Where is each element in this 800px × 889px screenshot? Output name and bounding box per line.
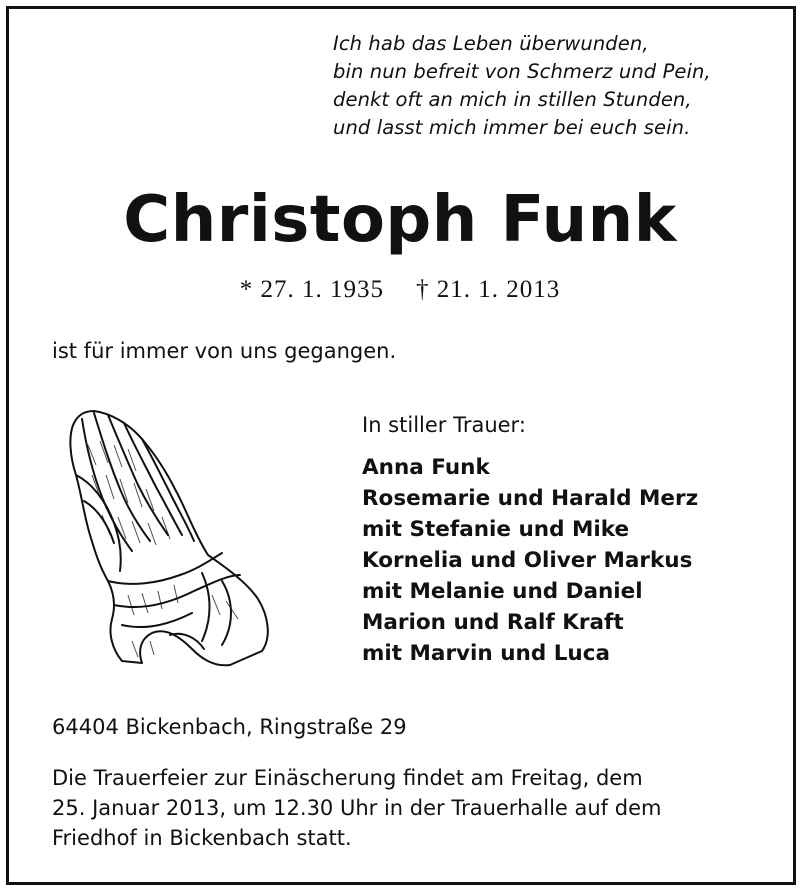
life-dates <box>0 275 800 305</box>
mourner-name: Marion und Ralf Kraft <box>362 610 624 635</box>
poem-line: denkt oft an mich in stillen Stunden, <box>333 88 692 111</box>
birth-date: * 27. 1. 1935 <box>239 276 384 303</box>
ceremony-line: Die Trauerfeier zur Einäscherung findet am Freitag, dem <box>52 766 643 790</box>
memorial-poem <box>333 30 773 142</box>
poem-line: Ich hab das Leben überwunden, <box>333 32 649 55</box>
deceased-name: Christoph Funk <box>123 183 677 257</box>
poem-line: und lasst mich immer bei euch sein. <box>333 116 691 139</box>
mourner-name: mit Marvin und Luca <box>362 641 610 666</box>
ceremony-line: 25. Januar 2013, um 12.30 Uhr in der Trauerhalle auf dem <box>52 796 662 820</box>
mourner-name: Anna Funk <box>362 455 490 480</box>
mourning-label: In stiller Trauer: <box>362 413 526 437</box>
mourner-name: Rosemarie und Harald Merz <box>362 486 699 511</box>
death-date: † 21. 1. 2013 <box>416 276 561 303</box>
ceremony-line: Friedhof in Bickenbach statt. <box>52 826 352 850</box>
poem-line: bin nun befreit von Schmerz und Pein, <box>333 60 711 83</box>
praying-hands-icon <box>62 405 277 667</box>
mourner-name: Kornelia und Oliver Markus <box>362 548 693 573</box>
address: 64404 Bickenbach, Ringstraße 29 <box>52 715 407 739</box>
mourner-name: mit Stefanie und Mike <box>362 517 630 542</box>
mourner-name: mit Melanie und Daniel <box>362 579 643 604</box>
ceremony-notice <box>52 763 780 853</box>
departed-text: ist für immer von uns gegangen. <box>52 339 397 363</box>
mourners-list <box>362 452 698 669</box>
